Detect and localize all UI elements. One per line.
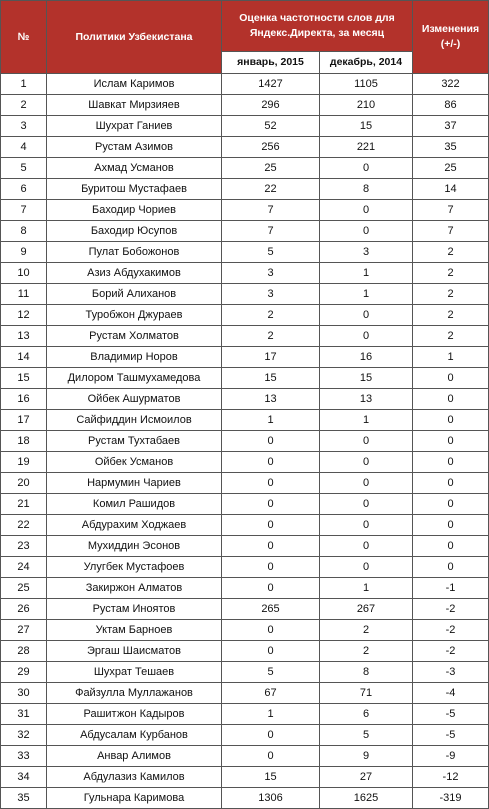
cell-name: Абдусалам Курбанов — [47, 725, 222, 746]
cell-change: 0 — [413, 410, 489, 431]
cell-name: Ахмад Усманов — [47, 158, 222, 179]
cell-change: -2 — [413, 641, 489, 662]
cell-dec-2014: 1 — [320, 263, 413, 284]
cell-jan-2015: 7 — [222, 200, 320, 221]
cell-dec-2014: 0 — [320, 536, 413, 557]
cell-change: 0 — [413, 536, 489, 557]
table-row — [1, 683, 489, 704]
cell-change: -2 — [413, 599, 489, 620]
cell-num: 7 — [1, 200, 47, 221]
table-row — [1, 137, 489, 158]
cell-change: -12 — [413, 767, 489, 788]
cell-dec-2014: 16 — [320, 347, 413, 368]
cell-change: 0 — [413, 494, 489, 515]
cell-num: 31 — [1, 704, 47, 725]
cell-change: 0 — [413, 431, 489, 452]
cell-change: -319 — [413, 788, 489, 809]
cell-jan-2015: 265 — [222, 599, 320, 620]
cell-change: 0 — [413, 473, 489, 494]
cell-name: Уктам Барноев — [47, 620, 222, 641]
table-row — [1, 725, 489, 746]
cell-num: 5 — [1, 158, 47, 179]
cell-jan-2015: 22 — [222, 179, 320, 200]
cell-dec-2014: 1105 — [320, 74, 413, 95]
cell-jan-2015: 3 — [222, 263, 320, 284]
table-row — [1, 200, 489, 221]
cell-jan-2015: 0 — [222, 515, 320, 536]
cell-dec-2014: 2 — [320, 641, 413, 662]
table-row — [1, 431, 489, 452]
cell-jan-2015: 15 — [222, 368, 320, 389]
cell-num: 25 — [1, 578, 47, 599]
table-row — [1, 494, 489, 515]
cell-dec-2014: 1 — [320, 410, 413, 431]
cell-change: -5 — [413, 704, 489, 725]
table-row — [1, 641, 489, 662]
cell-jan-2015: 296 — [222, 95, 320, 116]
table-row — [1, 347, 489, 368]
cell-change: -3 — [413, 662, 489, 683]
cell-jan-2015: 256 — [222, 137, 320, 158]
cell-dec-2014: 27 — [320, 767, 413, 788]
cell-change: 35 — [413, 137, 489, 158]
cell-dec-2014: 1 — [320, 284, 413, 305]
cell-name: Улугбек Мустафоев — [47, 557, 222, 578]
cell-dec-2014: 13 — [320, 389, 413, 410]
cell-change: 0 — [413, 368, 489, 389]
cell-change: 37 — [413, 116, 489, 137]
cell-num: 16 — [1, 389, 47, 410]
cell-name: Гульнара Каримова — [47, 788, 222, 809]
table-row — [1, 158, 489, 179]
cell-name: Комил Рашидов — [47, 494, 222, 515]
cell-name: Туробжон Джураев — [47, 305, 222, 326]
header-dec-2014: декабрь, 2014 — [320, 52, 413, 74]
cell-change: -5 — [413, 725, 489, 746]
cell-name: Абдулазиз Камилов — [47, 767, 222, 788]
cell-num: 23 — [1, 536, 47, 557]
table-row — [1, 326, 489, 347]
cell-dec-2014: 2 — [320, 620, 413, 641]
cell-num: 24 — [1, 557, 47, 578]
table-row — [1, 767, 489, 788]
cell-jan-2015: 0 — [222, 494, 320, 515]
table-body — [1, 74, 489, 809]
header-jan-2015: январь, 2015 — [222, 52, 320, 74]
cell-name: Шавкат Мирзияев — [47, 95, 222, 116]
cell-name: Сайфиддин Исмоилов — [47, 410, 222, 431]
table-row — [1, 284, 489, 305]
header-num: № — [1, 1, 47, 74]
cell-num: 35 — [1, 788, 47, 809]
cell-dec-2014: 0 — [320, 305, 413, 326]
cell-change: 86 — [413, 95, 489, 116]
table-header — [1, 1, 489, 74]
cell-dec-2014: 8 — [320, 662, 413, 683]
cell-num: 13 — [1, 326, 47, 347]
cell-name: Шухрат Тешаев — [47, 662, 222, 683]
cell-change: 14 — [413, 179, 489, 200]
table-row — [1, 662, 489, 683]
cell-num: 6 — [1, 179, 47, 200]
table-row — [1, 557, 489, 578]
cell-dec-2014: 0 — [320, 221, 413, 242]
cell-num: 17 — [1, 410, 47, 431]
cell-num: 21 — [1, 494, 47, 515]
cell-dec-2014: 0 — [320, 158, 413, 179]
cell-change: 322 — [413, 74, 489, 95]
cell-dec-2014: 210 — [320, 95, 413, 116]
cell-name: Мухиддин Эсонов — [47, 536, 222, 557]
cell-name: Рашитжон Кадыров — [47, 704, 222, 725]
cell-num: 8 — [1, 221, 47, 242]
cell-jan-2015: 3 — [222, 284, 320, 305]
table-row — [1, 578, 489, 599]
cell-jan-2015: 52 — [222, 116, 320, 137]
cell-change: 2 — [413, 242, 489, 263]
cell-jan-2015: 1 — [222, 704, 320, 725]
table-row — [1, 515, 489, 536]
cell-num: 29 — [1, 662, 47, 683]
cell-num: 9 — [1, 242, 47, 263]
cell-dec-2014: 8 — [320, 179, 413, 200]
cell-num: 34 — [1, 767, 47, 788]
cell-jan-2015: 0 — [222, 473, 320, 494]
cell-num: 20 — [1, 473, 47, 494]
cell-name: Ислам Каримов — [47, 74, 222, 95]
cell-dec-2014: 221 — [320, 137, 413, 158]
cell-dec-2014: 0 — [320, 473, 413, 494]
cell-name: Ойбек Усманов — [47, 452, 222, 473]
cell-dec-2014: 1 — [320, 578, 413, 599]
cell-num: 32 — [1, 725, 47, 746]
cell-jan-2015: 67 — [222, 683, 320, 704]
cell-dec-2014: 0 — [320, 326, 413, 347]
cell-num: 33 — [1, 746, 47, 767]
cell-jan-2015: 17 — [222, 347, 320, 368]
cell-name: Нармумин Чариев — [47, 473, 222, 494]
header-frequency: Оценка частотности слов для Яндекс.Директа, за месяц — [222, 1, 413, 52]
table-row — [1, 536, 489, 557]
cell-jan-2015: 0 — [222, 431, 320, 452]
table-row — [1, 242, 489, 263]
cell-num: 15 — [1, 368, 47, 389]
cell-name: Закиржон Алматов — [47, 578, 222, 599]
cell-name: Рустам Азимов — [47, 137, 222, 158]
cell-jan-2015: 0 — [222, 452, 320, 473]
cell-name: Рустам Тухтабаев — [47, 431, 222, 452]
cell-jan-2015: 0 — [222, 536, 320, 557]
cell-change: 2 — [413, 284, 489, 305]
cell-name: Дилором Ташмухамедова — [47, 368, 222, 389]
cell-num: 30 — [1, 683, 47, 704]
cell-change: -4 — [413, 683, 489, 704]
table-row — [1, 389, 489, 410]
cell-num: 22 — [1, 515, 47, 536]
table-row — [1, 95, 489, 116]
cell-name: Файзулла Муллажанов — [47, 683, 222, 704]
table-row — [1, 116, 489, 137]
cell-name: Пулат Бобожонов — [47, 242, 222, 263]
cell-num: 26 — [1, 599, 47, 620]
cell-jan-2015: 2 — [222, 305, 320, 326]
cell-dec-2014: 5 — [320, 725, 413, 746]
cell-name: Эргаш Шаисматов — [47, 641, 222, 662]
table-row — [1, 746, 489, 767]
cell-num: 10 — [1, 263, 47, 284]
cell-name: Шухрат Ганиев — [47, 116, 222, 137]
table-row — [1, 410, 489, 431]
cell-jan-2015: 15 — [222, 767, 320, 788]
cell-dec-2014: 9 — [320, 746, 413, 767]
cell-change: 0 — [413, 557, 489, 578]
cell-num: 11 — [1, 284, 47, 305]
cell-num: 2 — [1, 95, 47, 116]
cell-name: Борий Алиханов — [47, 284, 222, 305]
cell-dec-2014: 71 — [320, 683, 413, 704]
cell-change: 0 — [413, 389, 489, 410]
cell-change: 2 — [413, 305, 489, 326]
table-row — [1, 452, 489, 473]
cell-change: 0 — [413, 515, 489, 536]
cell-jan-2015: 5 — [222, 242, 320, 263]
cell-change: -1 — [413, 578, 489, 599]
table-row — [1, 179, 489, 200]
cell-jan-2015: 25 — [222, 158, 320, 179]
cell-change: 7 — [413, 200, 489, 221]
cell-dec-2014: 3 — [320, 242, 413, 263]
cell-dec-2014: 15 — [320, 116, 413, 137]
table-row — [1, 473, 489, 494]
cell-dec-2014: 0 — [320, 452, 413, 473]
cell-dec-2014: 0 — [320, 200, 413, 221]
cell-num: 18 — [1, 431, 47, 452]
cell-dec-2014: 0 — [320, 494, 413, 515]
cell-jan-2015: 13 — [222, 389, 320, 410]
cell-name: Рустам Холматов — [47, 326, 222, 347]
cell-change: 2 — [413, 326, 489, 347]
table-row — [1, 305, 489, 326]
cell-dec-2014: 1625 — [320, 788, 413, 809]
cell-name: Рустам Иноятов — [47, 599, 222, 620]
table-row — [1, 74, 489, 95]
cell-jan-2015: 7 — [222, 221, 320, 242]
cell-name: Баходир Чориев — [47, 200, 222, 221]
cell-dec-2014: 267 — [320, 599, 413, 620]
cell-jan-2015: 0 — [222, 746, 320, 767]
cell-name: Абдурахим Ходжаев — [47, 515, 222, 536]
cell-name: Ойбек Ашурматов — [47, 389, 222, 410]
table-row — [1, 620, 489, 641]
table-row — [1, 368, 489, 389]
cell-num: 3 — [1, 116, 47, 137]
cell-dec-2014: 0 — [320, 431, 413, 452]
cell-name: Баходир Юсупов — [47, 221, 222, 242]
cell-jan-2015: 1306 — [222, 788, 320, 809]
cell-dec-2014: 15 — [320, 368, 413, 389]
cell-change: 7 — [413, 221, 489, 242]
cell-jan-2015: 0 — [222, 578, 320, 599]
table-row — [1, 704, 489, 725]
cell-name: Азиз Абдухакимов — [47, 263, 222, 284]
cell-change: 25 — [413, 158, 489, 179]
cell-jan-2015: 0 — [222, 557, 320, 578]
cell-name: Владимир Норов — [47, 347, 222, 368]
table-row — [1, 788, 489, 809]
header-change: Изменения (+/-) — [413, 1, 489, 74]
cell-num: 12 — [1, 305, 47, 326]
cell-dec-2014: 0 — [320, 515, 413, 536]
cell-jan-2015: 1427 — [222, 74, 320, 95]
cell-jan-2015: 5 — [222, 662, 320, 683]
cell-dec-2014: 6 — [320, 704, 413, 725]
cell-jan-2015: 2 — [222, 326, 320, 347]
cell-num: 1 — [1, 74, 47, 95]
cell-jan-2015: 0 — [222, 641, 320, 662]
cell-num: 4 — [1, 137, 47, 158]
header-politicians: Политики Узбекистана — [47, 1, 222, 74]
table-row — [1, 599, 489, 620]
cell-jan-2015: 0 — [222, 620, 320, 641]
cell-name: Буритош Мустафаев — [47, 179, 222, 200]
cell-num: 19 — [1, 452, 47, 473]
cell-dec-2014: 0 — [320, 557, 413, 578]
cell-change: -9 — [413, 746, 489, 767]
cell-change: 0 — [413, 452, 489, 473]
cell-jan-2015: 1 — [222, 410, 320, 431]
cell-change: -2 — [413, 620, 489, 641]
cell-change: 1 — [413, 347, 489, 368]
cell-num: 27 — [1, 620, 47, 641]
cell-jan-2015: 0 — [222, 725, 320, 746]
cell-num: 28 — [1, 641, 47, 662]
table-row — [1, 263, 489, 284]
cell-change: 2 — [413, 263, 489, 284]
cell-num: 14 — [1, 347, 47, 368]
cell-name: Анвар Алимов — [47, 746, 222, 767]
table-row — [1, 221, 489, 242]
